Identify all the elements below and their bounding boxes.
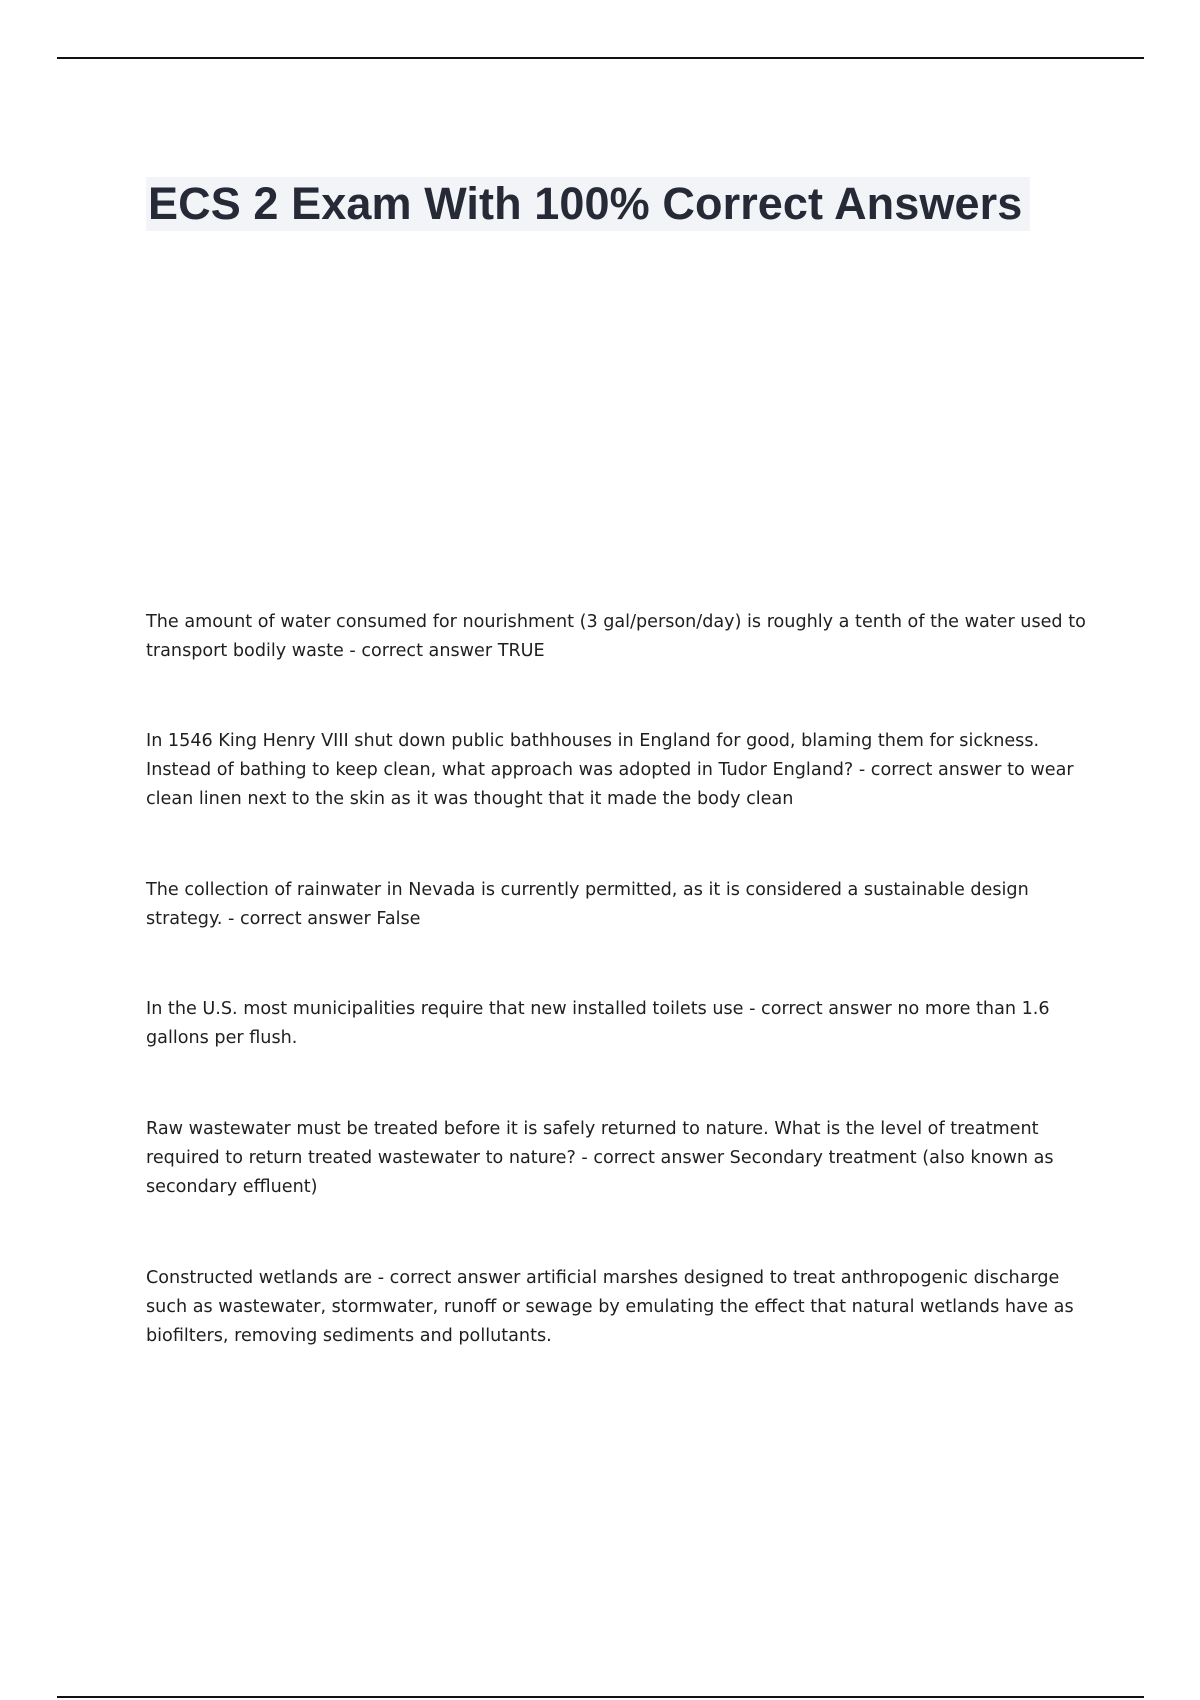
question-answer-6: Constructed wetlands are - correct answer artificial marshes designed to treat anthropogenic discharge such as wastewater, stormwater, runoff or sewage by emulating the effect that natural wetlands have as biofilters, removing sediments and pollutants. <box>146 1268 1074 1346</box>
bottom-rule <box>57 1696 1144 1698</box>
question-answer-3: The collection of rainwater in Nevada is currently permitted, as it is considered a sustainable design strategy. - correct answer False <box>146 880 1029 929</box>
question-list <box>146 608 1091 1351</box>
question-answer-4: In the U.S. most municipalities require that new installed toilets use - correct answer no more than 1.6 gallons per flush. <box>146 999 1050 1048</box>
question-answer-1: The amount of water consumed for nourishment (3 gal/person/day) is roughly a tenth of the water used to transport bodily waste - correct answer TRUE <box>146 612 1086 661</box>
document-title: ECS 2 Exam With 100% Correct Answers <box>146 177 1030 231</box>
question-answer-2: In 1546 King Henry VIII shut down public bathhouses in England for good, blaming them for sickness. Instead of bathing to keep clean, what approach was adopted in Tudor England? - correct answer to wear clean linen next to the skin as it was thought that it made the body clean <box>146 731 1074 809</box>
top-rule <box>57 57 1144 59</box>
question-answer-5: Raw wastewater must be treated before it is safely returned to nature. What is the level of treatment required to return treated wastewater to nature? - correct answer Secondary treatment (also known as secondary effluent) <box>146 1119 1054 1197</box>
